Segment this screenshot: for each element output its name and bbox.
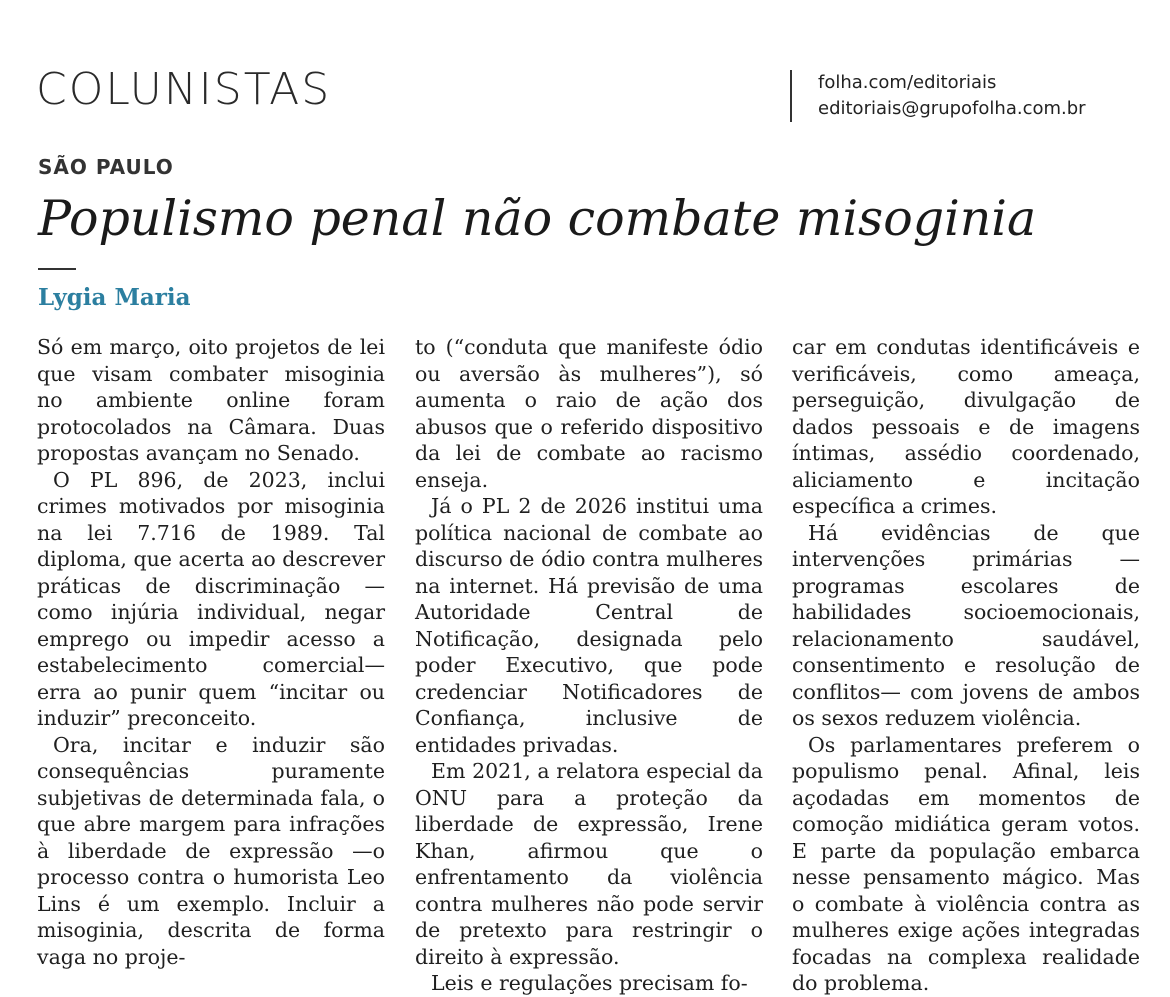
byline-divider	[38, 268, 76, 270]
paragraph: Os parlamentares preferem o populismo penal. Afinal, leis açodadas em momentos de comoção midiática geram votos. E parte da população embarca nesse pensamento mágico. Mas o combate à violência contra as mulheres exige ações integradas focadas na complexa realidade do problema.	[792, 732, 1140, 995]
paragraph: Já o PL 2 de 2026 institui uma política nacional de combate ao discurso de ódio contra mulheres na internet. Há previsão de uma Autoridade Central de Notificação, designada pelo poder Executivo, que pode credenciar Notificadores de Confiança, inclusive de entidades privadas.	[415, 494, 763, 757]
article-headline: Populismo penal não combate misoginia	[38, 190, 1037, 247]
author-byline[interactable]: Lygia Maria	[38, 284, 191, 311]
paragraph: O PL 896, de 2023, inclui crimes motivados por misoginia na lei 7.716 de 1989. Tal diploma, que acerta ao descrever práticas de discriminação —como injúria individual, negar emprego ou impedir acesso a estabelecimento comercial— erra ao punir quem “incitar ou induzir” preconceito.	[37, 467, 385, 730]
section-title: COLUNISTAS	[36, 64, 332, 115]
article-column-1	[37, 334, 385, 970]
site-link[interactable]: folha.com/editoriais	[818, 72, 997, 93]
paragraph: Há evidências de que intervenções primárias —programas escolares de habilidades socioemocionais, relacionamento saudável, consentimento e resolução de conflitos— com jovens de ambos os sexos reduzem violência.	[792, 520, 1140, 730]
email-link[interactable]: editoriais@grupofolha.com.br	[818, 98, 1086, 119]
paragraph: Só em março, oito projetos de lei que visam combater misoginia no ambiente online foram protocolados na Câmara. Duas propostas avançam no Senado.	[37, 335, 385, 465]
paragraph: Ora, incitar e induzir são consequências puramente subjetivas de determinada fala, o que abre margem para infrações à liberdade de expressão —o processo contra o humorista Leo Lins é um exemplo. Incluir a misoginia, descrita de forma vaga no proje-	[37, 732, 385, 969]
paragraph: Em 2021, a relatora especial da ONU para a proteção da liberdade de expressão, Irene Khan, afirmou que o enfrentamento da violência contra mulheres não pode servir de pretexto para restringir o direito à expressão.	[415, 759, 763, 969]
paragraph: Leis e regulações precisam fo-	[431, 971, 748, 995]
location-kicker: SÃO PAULO	[38, 155, 174, 179]
contact-block	[790, 70, 1086, 122]
article-column-2	[415, 334, 763, 997]
article-column-3	[792, 334, 1140, 997]
paragraph: car em condutas identificáveis e verificáveis, como ameaça, perseguição, divulgação de dados pessoais e de imagens íntimas, assédio coordenado, aliciamento e incitação específica a crimes.	[792, 335, 1140, 518]
paragraph: to (“conduta que manifeste ódio ou aversão às mulheres”), só aumenta o raio de ação dos abusos que o referido dispositivo da lei de combate ao racismo enseja.	[415, 335, 763, 492]
